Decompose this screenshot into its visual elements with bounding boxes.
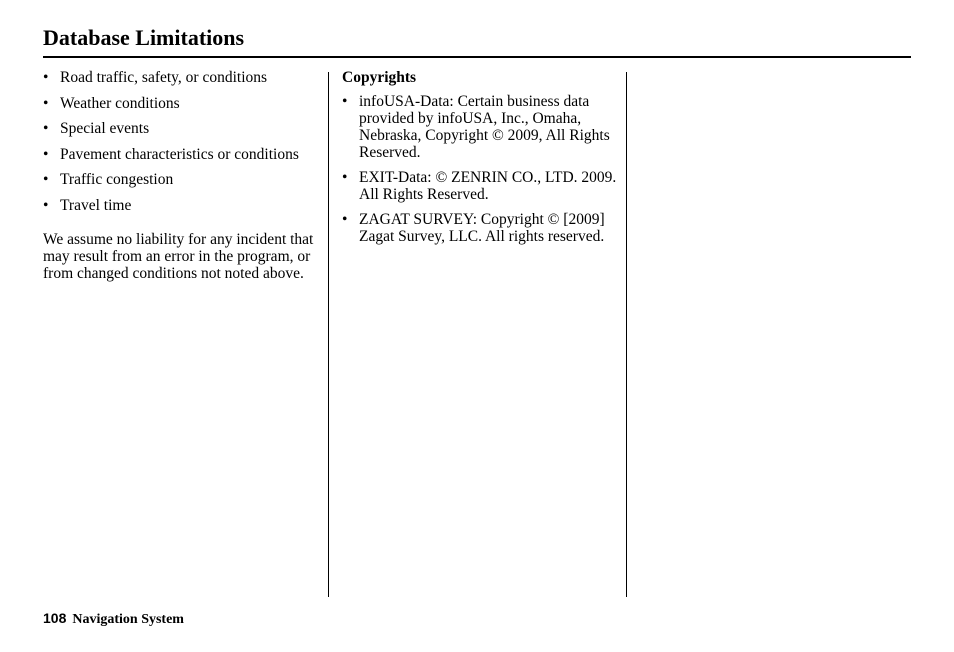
- list-item: [43, 69, 318, 86]
- list-item: [342, 211, 617, 245]
- copyrights-heading: Copyrights: [342, 69, 417, 86]
- list-item: [43, 95, 318, 112]
- page-title: Database Limitations: [43, 25, 245, 50]
- bullet-icon: •: [342, 169, 348, 186]
- middle-column: [342, 69, 617, 253]
- list-item-text: Road traffic, safety, or conditions: [60, 69, 268, 86]
- bullet-icon: •: [43, 171, 49, 188]
- page-footer: [43, 610, 184, 628]
- column-divider-left: [328, 72, 329, 597]
- left-column: [43, 69, 318, 282]
- bullet-icon: •: [342, 211, 348, 228]
- liability-disclaimer: We assume no liability for any incident that may result from an error in the program, or from changed conditions not noted above.: [43, 230, 314, 282]
- list-item: [43, 171, 318, 188]
- list-item-text: Special events: [60, 120, 150, 137]
- list-item-text: Pavement characteristics or conditions: [60, 145, 299, 163]
- list-item: [43, 146, 318, 163]
- list-item: [43, 120, 318, 137]
- list-item: [342, 93, 617, 161]
- list-item-text: infoUSA-Data: Certain business data provided by infoUSA, Inc., Omaha, Nebraska, Copyright © 2009, All Rights Reserved.: [359, 93, 610, 161]
- bullet-icon: •: [43, 120, 49, 137]
- bullet-icon: •: [342, 93, 348, 110]
- list-item: [342, 169, 617, 203]
- title-underline: [43, 56, 911, 58]
- bullet-icon: •: [43, 145, 49, 163]
- section-label: Navigation System: [72, 612, 184, 627]
- list-item-text: Travel time: [60, 196, 132, 214]
- bullet-icon: •: [43, 196, 49, 214]
- list-item-text: Traffic congestion: [60, 171, 174, 188]
- copyrights-list: [342, 93, 617, 245]
- list-item-text: EXIT-Data: © ZENRIN CO., LTD. 2009. All Rights Reserved.: [359, 169, 617, 203]
- list-item-text: ZAGAT SURVEY: Copyright © [2009] Zagat Survey, LLC. All rights reserved.: [359, 211, 605, 245]
- bullet-icon: •: [43, 69, 49, 86]
- conditions-list: [43, 69, 318, 214]
- page-number: 108: [43, 610, 67, 626]
- bullet-icon: •: [43, 94, 49, 112]
- list-item-text: Weather conditions: [60, 94, 180, 112]
- column-divider-right: [626, 72, 627, 597]
- list-item: [43, 197, 318, 214]
